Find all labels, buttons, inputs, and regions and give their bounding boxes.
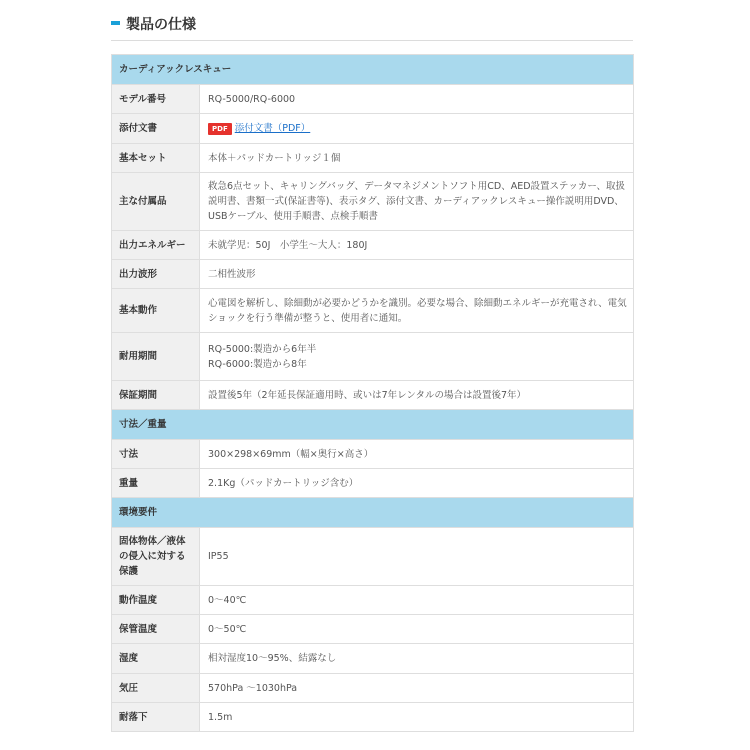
row-label-basic-set: 基本セット [112, 144, 200, 173]
row-label-waveform: 出力波形 [112, 260, 200, 289]
row-label-weight: 重量 [112, 469, 200, 498]
table-row [112, 260, 634, 289]
row-value-waveform: 二相性波形 [200, 260, 634, 289]
table-row [112, 114, 634, 144]
row-value-durability [200, 333, 634, 381]
row-label-doc: 添付文書 [112, 114, 200, 144]
table-row [112, 528, 634, 586]
table-row [112, 289, 634, 333]
heading-accent-bar [111, 21, 120, 25]
row-value-op-temp: 0〜40℃ [200, 586, 634, 615]
row-value-warranty: 設置後5年（2年延長保証適用時、或いは7年レンタルの場合は設置後7年） [200, 381, 634, 410]
row-label-model: モデル番号 [112, 85, 200, 114]
ingress-label-line-2: の侵入に対する [119, 551, 186, 562]
section-header-size: 寸法／重量 [112, 410, 634, 440]
accessories-line-1: 救急6点セット、キャリングバッグ、データマネジメントソフト用CD、AED設置ステッカー、取扱 [208, 181, 625, 192]
operation-line-2: ショックを行う準備が整うと、使用者に通知。 [208, 312, 408, 324]
row-value-dimensions: 300×298×69mm（幅×奥行×高さ） [200, 440, 634, 469]
table-row [112, 469, 634, 498]
accessories-line-2: 説明書、書類一式(保証書等)、表示タグ、添付文書、カーディアックレスキュー操作説明用DVD、 [208, 196, 624, 207]
row-label-accessories: 主な付属品 [112, 173, 200, 231]
page-title: 製品の仕様 [126, 17, 196, 33]
row-value-model: RQ-5000/RQ-6000 [200, 85, 634, 114]
table-row [112, 644, 634, 674]
row-value-energy: 未就学児：50J 小学生〜大人：180J [200, 231, 634, 260]
row-value-weight: 2.1Kg（パッドカートリッジ含む） [200, 469, 634, 498]
row-label-operation: 基本動作 [112, 289, 200, 333]
table-row [112, 381, 634, 410]
row-value-doc [200, 114, 634, 144]
pdf-icon: PDF [208, 123, 232, 135]
ingress-label-line-1: 固体物体／液体 [119, 536, 186, 547]
spec-table [111, 54, 634, 732]
row-value-humidity: 相対湿度10〜95%、結露なし [200, 644, 634, 674]
table-row [112, 615, 634, 644]
row-label-humidity: 湿度 [112, 644, 200, 674]
section-row-product [112, 55, 634, 85]
table-row [112, 231, 634, 260]
row-value-pressure: 570hPa 〜1030hPa [200, 674, 634, 703]
section-header-product: カーディアックレスキュー [112, 55, 634, 85]
row-value-drop: 1.5m [200, 703, 634, 732]
row-label-drop: 耐落下 [112, 703, 200, 732]
row-label-pressure: 気圧 [112, 674, 200, 703]
operation-line-1: 心電図を解析し、除細動が必要かどうかを識別。必要な場合、除細動エネルギーが充電され、電気 [208, 297, 627, 309]
section-header-env: 環境要件 [112, 498, 634, 528]
table-row [112, 440, 634, 469]
table-row [112, 703, 634, 732]
row-label-durability: 耐用期間 [112, 333, 200, 381]
row-value-basic-set: 本体＋パッドカートリッジ１個 [200, 144, 634, 173]
section-row-env [112, 498, 634, 528]
durability-line-2: RQ-6000:製造から8年 [208, 358, 307, 370]
accessories-line-3: USBケーブル、使用手順書、点検手順書 [208, 211, 378, 222]
row-value-accessories [200, 173, 634, 231]
row-label-op-temp: 動作温度 [112, 586, 200, 615]
row-label-storage-temp: 保管温度 [112, 615, 200, 644]
row-label-warranty: 保証期間 [112, 381, 200, 410]
table-row [112, 674, 634, 703]
section-row-size [112, 410, 634, 440]
section-heading [111, 12, 633, 41]
table-row [112, 586, 634, 615]
table-row [112, 333, 634, 381]
row-label-energy: 出力エネルギー [112, 231, 200, 260]
row-value-operation [200, 289, 634, 333]
row-value-ingress: IP55 [200, 528, 634, 586]
ingress-label-line-3: 保護 [119, 566, 139, 577]
row-label-dimensions: 寸法 [112, 440, 200, 469]
table-row [112, 173, 634, 231]
row-label-ingress [112, 528, 200, 586]
row-value-storage-temp: 0〜50℃ [200, 615, 634, 644]
table-row [112, 85, 634, 114]
durability-line-1: RQ-5000:製造から6年半 [208, 343, 317, 355]
table-row [112, 144, 634, 173]
attached-document-link[interactable]: 添付文書（PDF） [234, 123, 311, 134]
